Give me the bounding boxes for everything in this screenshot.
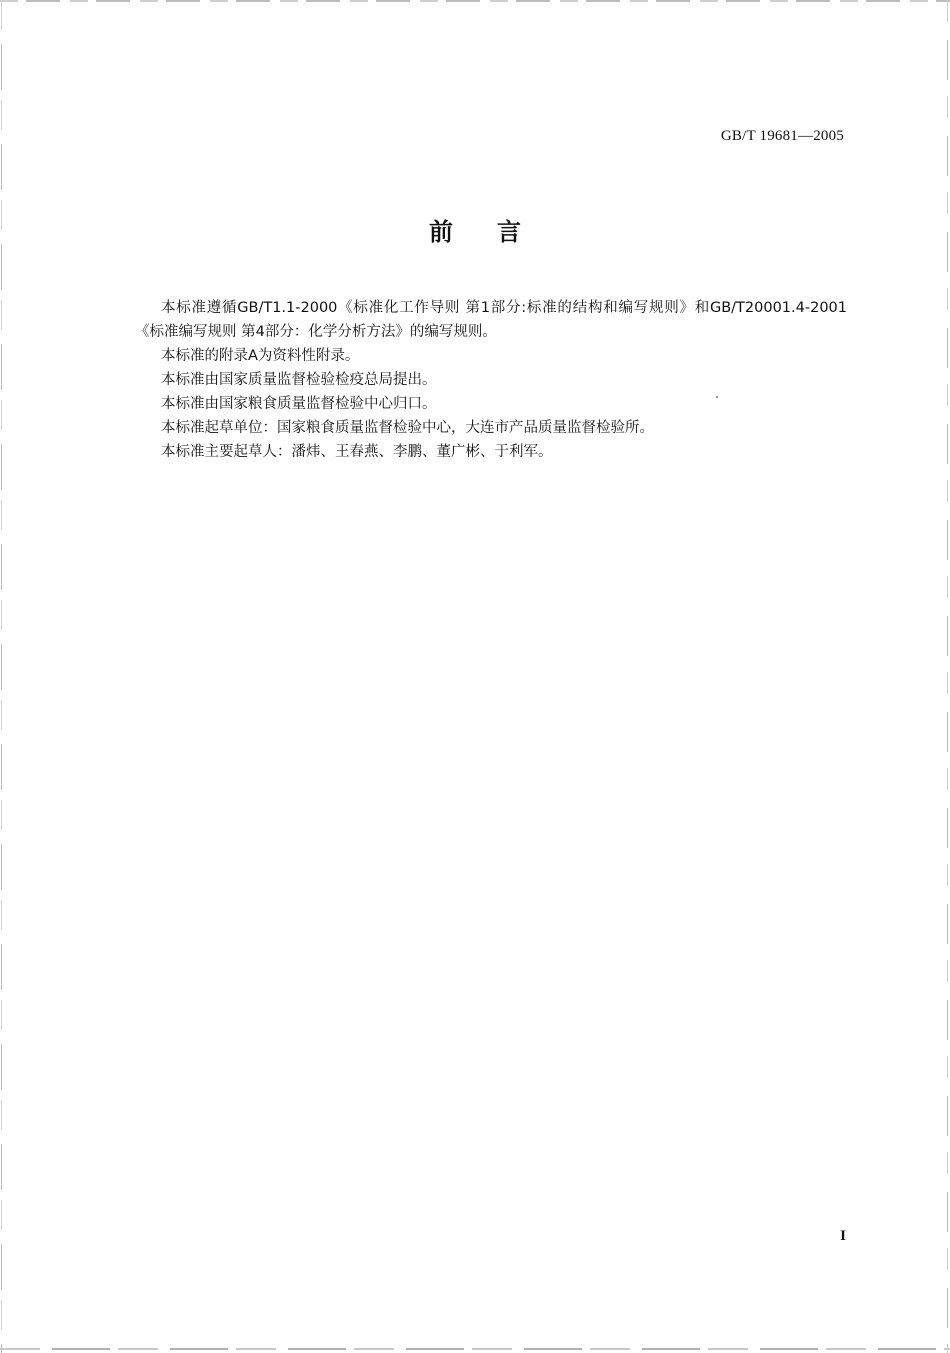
foreword-body: [135, 296, 847, 464]
paragraph-drafting-rules: 本标准遵循GB/T1.1-2000《标准化工作导则 第1部分:标准的结构和编写规则》和GB/T20001.4-2001《标准编写规则 第4部分：化学分析方法》的编写规则。: [135, 300, 847, 340]
standard-number: GB/T 19681—2005: [720, 128, 844, 144]
page-number: I: [840, 1228, 846, 1244]
page-title: 前言: [429, 218, 565, 246]
paragraph-appendix: 本标准的附录A为资料性附录。: [161, 348, 360, 364]
paragraph-centralized-by: 本标准由国家粮食质量监督检验中心归口。: [161, 396, 437, 412]
paragraph-proposed-by: 本标准由国家质量监督检验检疫总局提出。: [161, 372, 437, 388]
paragraph-drafters: 本标准主要起草人：潘炜、王春燕、李鹏、董广彬、于利军。: [161, 444, 553, 460]
scan-edge-right: [947, 0, 948, 1353]
scan-edge-bottom: [0, 1348, 950, 1350]
scan-speck: [716, 396, 718, 398]
scan-edge-top: [0, 0, 950, 2]
paragraph-drafting-units: 本标准起草单位：国家粮食质量监督检验中心，大连市产品质量监督检验所。: [161, 420, 654, 436]
scan-edge-left: [1, 0, 2, 1353]
